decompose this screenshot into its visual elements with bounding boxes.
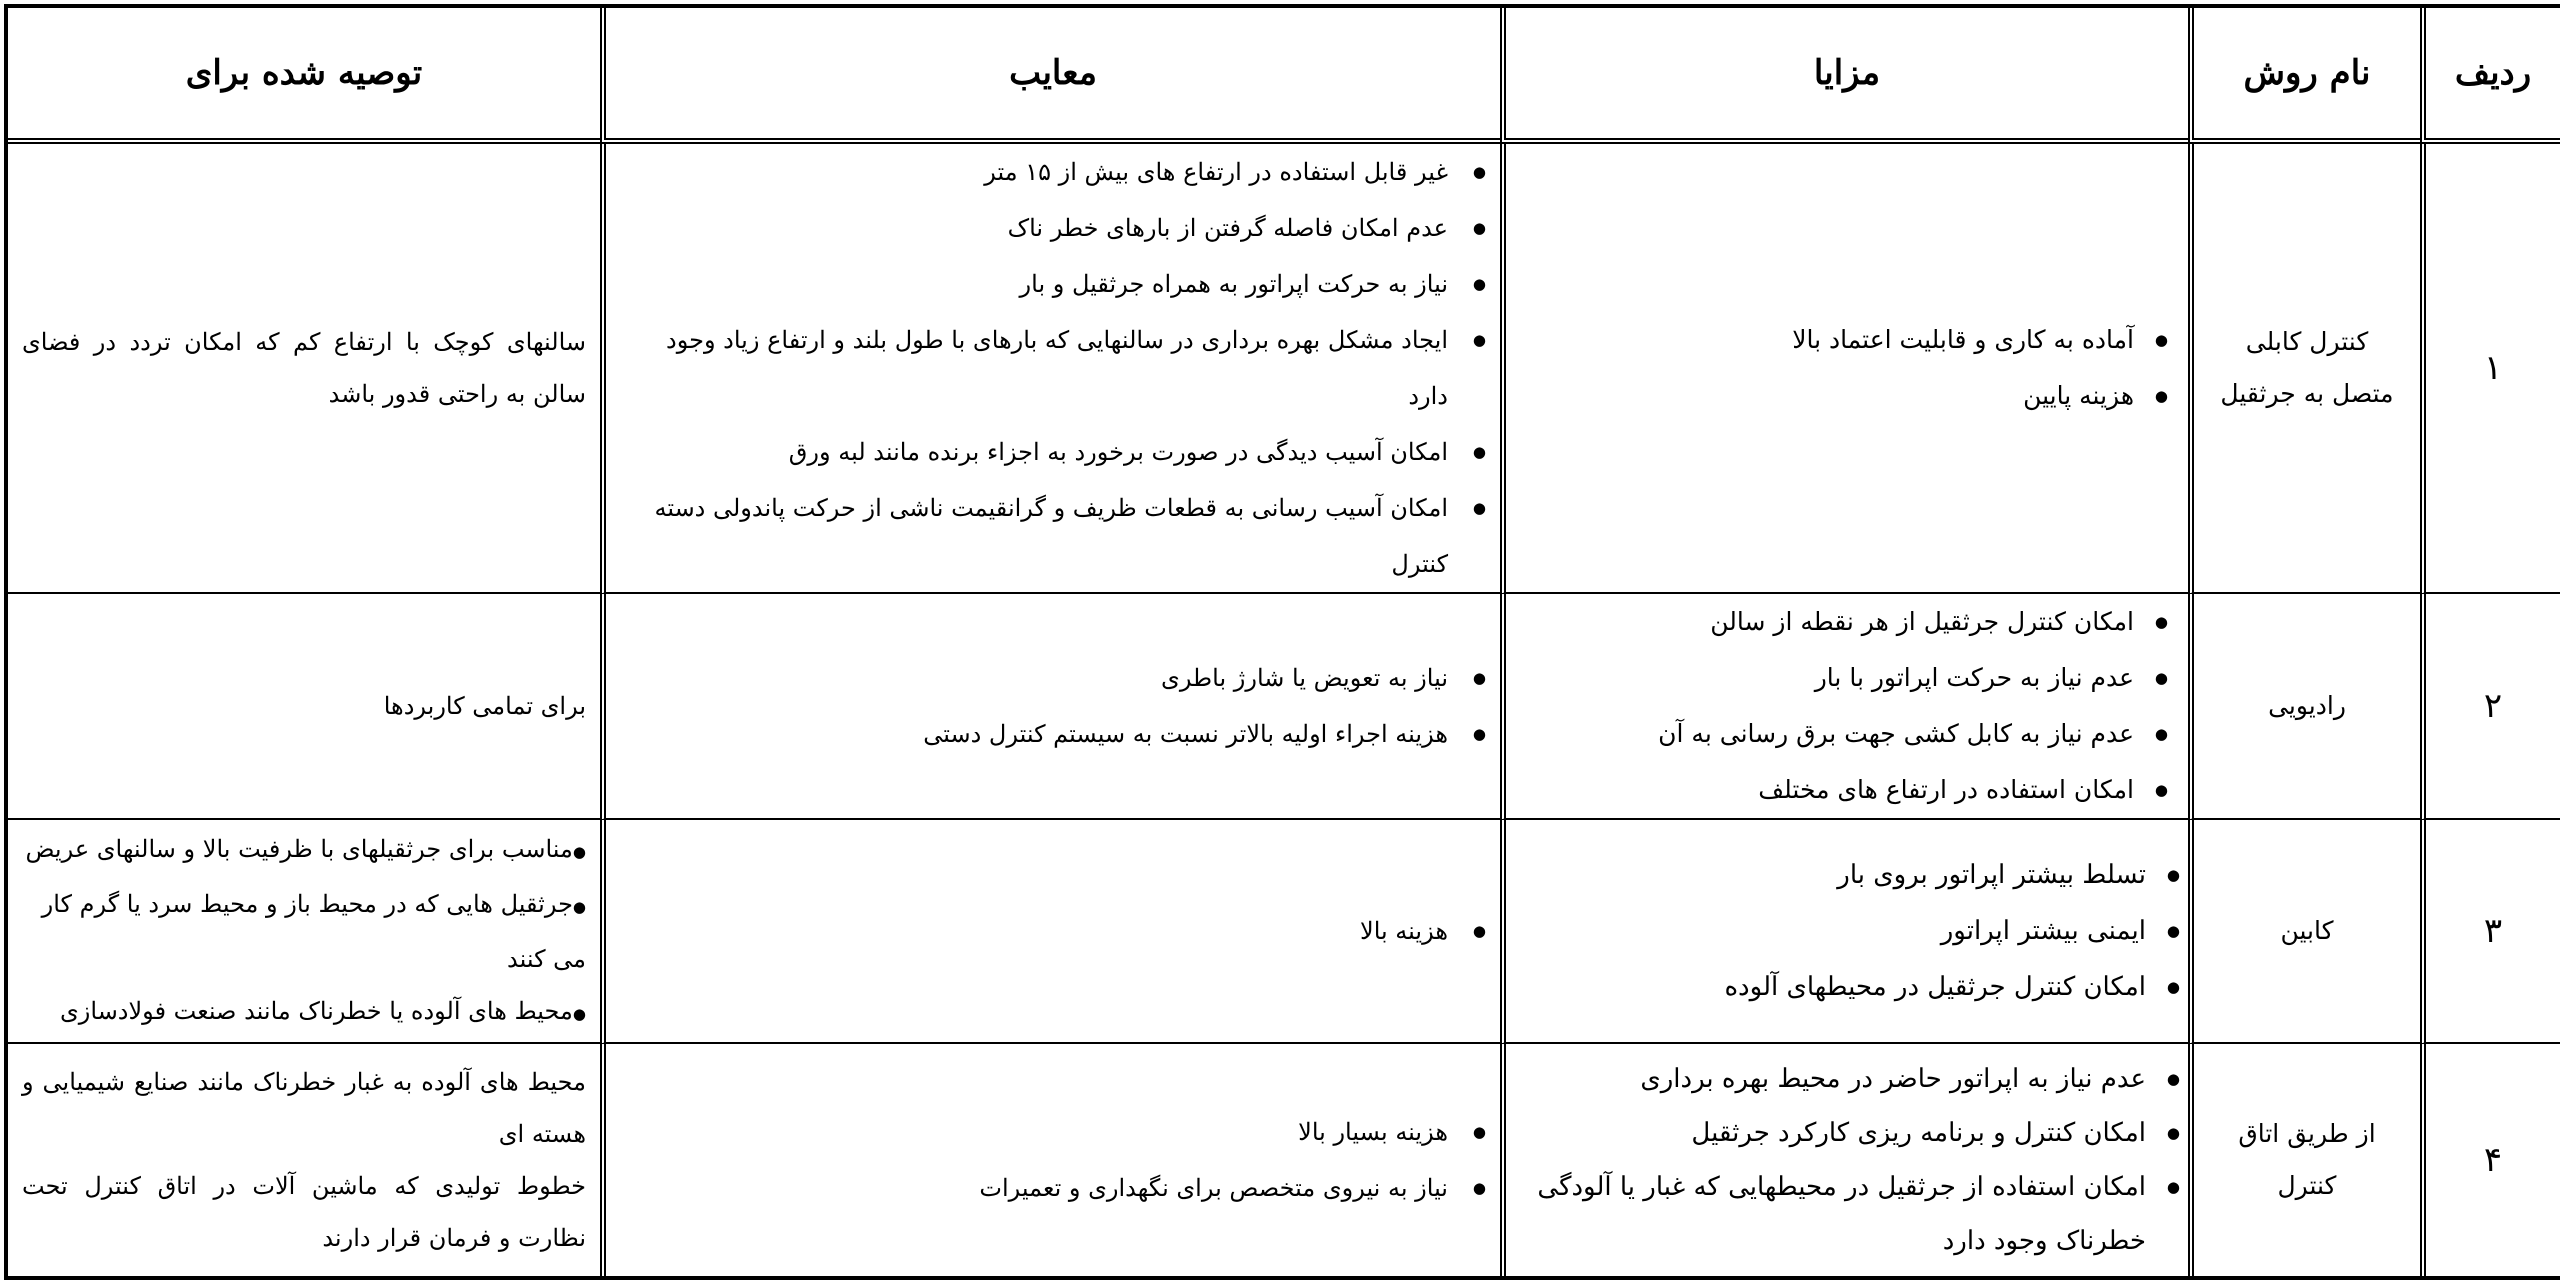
list-item: ● جرثقیل هایی که در محیط باز و محیط سرد یا گرم کار می کنند	[22, 878, 586, 985]
list-item: ● غیر قابل استفاده در ارتفاع های بیش از ۱۵ متر	[620, 144, 1448, 200]
header-row	[8, 8, 2560, 144]
method-name	[2188, 144, 2420, 594]
recommended-cell	[8, 820, 600, 1044]
list-item: ● عدم نیاز به کابل کشی جهت برق رسانی به آن	[1520, 706, 2134, 762]
header-disadvantages: معایب	[600, 8, 1500, 144]
disadvantages-cell	[600, 1044, 1500, 1276]
list-item: ● امکان آسیب دیدگی در صورت برخورد به اجزاء برنده مانند لبه ورق	[620, 424, 1448, 480]
recommended-text: محیط های آلوده به غبار خطرناک مانند صنایع شیمیایی و هسته ای	[22, 1068, 586, 1148]
list-item: ● هزینه بالا	[620, 903, 1448, 959]
list-item: ● نیاز به حرکت اپراتور به همراه جرثقیل و بار	[620, 256, 1448, 312]
list-item: ● هزینه پایین	[1520, 368, 2134, 424]
list-item: ● ایمنی بیشتر اپراتور	[1520, 903, 2146, 959]
table-row	[8, 144, 2560, 594]
row-number: ۳	[2420, 820, 2560, 1044]
disadvantages-cell	[600, 594, 1500, 820]
row-number: ۱	[2420, 144, 2560, 594]
list-item: ● عدم نیاز به اپراتور حاضر در محیط بهره برداری	[1520, 1052, 2146, 1106]
list-item: ● امکان آسیب رسانی به قطعات ظریف و گرانقیمت ناشی از حرکت پاندولی دسته کنترل	[620, 480, 1448, 592]
crane-control-methods-table	[4, 4, 2560, 1280]
row-number: ۴	[2420, 1044, 2560, 1276]
header-method: نام روش	[2188, 8, 2420, 144]
recommended-cell	[8, 594, 600, 820]
list-item: ● عدم نیاز به حرکت اپراتور با بار	[1520, 650, 2134, 706]
recommended-list	[22, 823, 586, 1040]
disadvantages-cell	[600, 820, 1500, 1044]
list-item: ● نیاز به تعویض یا شارژ باطری	[620, 650, 1448, 706]
header-advantages: مزایا	[1500, 8, 2188, 144]
table-row	[8, 820, 2560, 1044]
advantages-cell	[1500, 1044, 2188, 1276]
list-item: ● ایجاد مشکل بهره برداری در سالنهایی که بارهای با طول بلند و ارتفاع زیاد وجود دارد	[620, 312, 1448, 424]
disadvantages-cell	[600, 144, 1500, 594]
recommended-text: سالنهای کوچک با ارتفاع کم که امکان تردد در فضای سالن به راحتی قدور باشد	[22, 328, 586, 408]
list-item: ● عدم امکان فاصله گرفتن از بارهای خطر ناک	[620, 200, 1448, 256]
list-item: ● آماده به کاری و قابلیت اعتماد بالا	[1520, 312, 2134, 368]
table-row	[8, 594, 2560, 820]
method-name-text: کنترل کابلی متصل به جرثقیل	[2220, 327, 2394, 408]
list-item: ● امکان کنترل جرثقیل در محیطهای آلوده	[1520, 959, 2146, 1015]
list-item: ● امکان استفاده در ارتفاع های مختلف	[1520, 762, 2134, 818]
row-number: ۲	[2420, 594, 2560, 820]
recommended-text: برای تمامی کاربردها	[383, 692, 586, 720]
method-name	[2188, 820, 2420, 1044]
method-name-text: از طریق اتاق کنترل	[2238, 1119, 2376, 1200]
header-recommended: توصیه شده برای	[8, 8, 600, 144]
list-item: ● هزینه اجراء اولیه بالاتر نسبت به سیستم کنترل دستی	[620, 706, 1448, 762]
list-item: ● هزینه بسیار بالا	[620, 1104, 1448, 1160]
table-row	[8, 1044, 2560, 1276]
header-row-no: ردیف	[2420, 8, 2560, 144]
list-item: ● امکان کنترل جرثقیل از هر نقطه از سالن	[1520, 594, 2134, 650]
advantages-cell	[1500, 144, 2188, 594]
list-item: ● محیط های آلوده یا خطرناک مانند صنعت فولادسازی	[22, 985, 586, 1040]
method-name-text: کابین	[2280, 916, 2334, 945]
list-item: ● مناسب برای جرثقیلهای با ظرفیت بالا و سالنهای عریض	[22, 823, 586, 878]
list-item: ● امکان استفاده از جرثقیل در محیطهایی که غبار یا آلودگی خطرناک وجود دارد	[1520, 1160, 2146, 1268]
list-item: ● تسلط بیشتر اپراتور بروی بار	[1520, 847, 2146, 903]
method-name	[2188, 594, 2420, 820]
method-name	[2188, 1044, 2420, 1276]
recommended-cell	[8, 144, 600, 594]
recommended-cell	[8, 1044, 600, 1276]
recommended-text: خطوط تولیدی که ماشین آلات در اتاق کنترل تحت نظارت و فرمان قرار دارند	[22, 1172, 586, 1252]
list-item: ● نیاز به نیروی متخصص برای نگهداری و تعمیرات	[620, 1160, 1448, 1216]
advantages-cell	[1500, 594, 2188, 820]
advantages-cell	[1500, 820, 2188, 1044]
method-name-text: رادیویی	[2268, 691, 2346, 720]
list-item: ● امکان کنترل و برنامه ریزی کارکرد جرثقیل	[1520, 1106, 2146, 1160]
